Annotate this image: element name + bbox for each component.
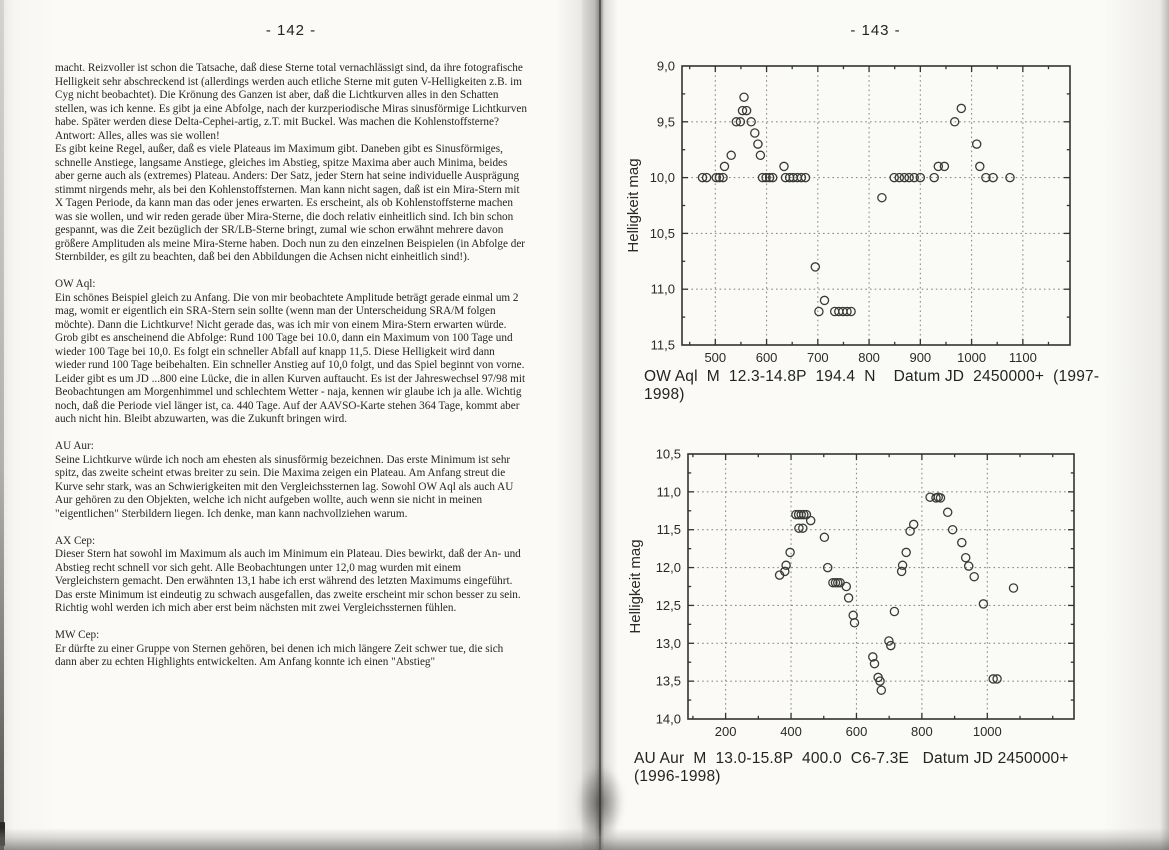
page-fold-bottom-shadow — [576, 765, 624, 840]
y-tick-label: 11,0 — [656, 484, 681, 500]
section-heading: OW Aql: — [55, 278, 96, 290]
y-tick-label: 10,5 — [649, 225, 675, 241]
data-point — [720, 162, 728, 170]
chart-canvas — [622, 442, 1092, 744]
y-tick-label: 10,5 — [655, 446, 681, 462]
data-point — [965, 562, 973, 570]
page-text — [55, 62, 527, 670]
data-point — [845, 594, 853, 602]
x-tick-label: 600 — [845, 724, 868, 739]
data-point — [958, 539, 966, 547]
x-tick-label: 800 — [858, 350, 880, 364]
y-tick-label: 12,0 — [655, 560, 681, 576]
x-tick-label: 200 — [714, 724, 737, 739]
data-point — [970, 573, 978, 581]
data-point — [842, 582, 850, 590]
data-point — [962, 554, 970, 562]
x-tick-label: 500 — [704, 350, 727, 364]
data-point — [815, 307, 823, 315]
data-point — [957, 104, 965, 112]
data-point — [820, 533, 828, 541]
chart-caption-ow-aql: OW Aql M 12.3-14.8P 194.4 N Datum JD 2450000+ (1997-1998) — [644, 368, 1100, 403]
y-tick-label: 10,0 — [649, 170, 675, 186]
data-point — [940, 162, 948, 170]
data-point — [910, 520, 918, 528]
chart-caption-au-aur: AU Aur M 13.0-15.8P 400.0 C6-7.3E Datum JD 2450000+ (1996-1998) — [634, 750, 1078, 785]
data-point — [740, 93, 748, 101]
y-tick-label: 14,0 — [655, 711, 681, 727]
data-point — [877, 686, 885, 694]
y-tick-label: 9,0 — [656, 58, 675, 74]
y-tick-label: 12,5 — [655, 597, 681, 613]
text-paragraph: Es gibt keine Regel, außer, daß es viele Plateaus im Maximum gibt. Daneben gibt es Sinusförmiges, schnelle Anstiege, langsame Anstiege, gleiches im Abstieg, spitze Maxima aber auch Minima, beides aber gerne auch als (extremes) Plateau. Anders: Der Satz, jeder Stern hat seine individuelle Ausprägung stimmt nirgends mehr, als bei den Kohlenstoffsternen. Man kann nicht sagen, daß ist ein Mira-Stern mit X Tagen Periode, da kann man das oder jenes erwarten. Es erscheint, als ob Kohlenstoffsterne machen was sie wollen, und wir reden gerade über Mira-Sterne, die doch relativ einheitlich sind. Ich bin schon gespannt, was die Zeit bezüglich der SR/LB-Sterne bringt, zumal wie schon erwähnt mehrere davon größere Amplituden als meine Mira-Sterne haben. Doch nun zu den einzelnen Beispielen (in Abfolge der Sternbilder, es gilt zu beachten, daß bei den Abbildungen die Achsen nicht einheitlich sind!). — [55, 143, 526, 263]
y-axis-title: Helligkeit mag — [625, 158, 642, 253]
data-point — [979, 600, 987, 608]
x-tick-label: 700 — [806, 350, 829, 364]
section-heading: MW Cep: — [55, 629, 100, 641]
section-heading: AU Aur: — [55, 440, 94, 452]
text-paragraph: macht. Reizvoller ist schon die Tatsache, daß diese Sterne total vernachlässigt sind, da ihre fotografische Helligkeit sehr abschreckend ist (allerdings werden auch etliche Sterne mit guten V-Helligkeiten z.B. im Cyg nicht beobachtet). Die Krönung des Ganzen ist aber, daß die Lichtkurven alles in den Schatten stellen, was ich kenne. Es gibt ja eine Abfolge, nach der kurzperiodische Miras sinusförmige Lichtkurven habe. Später werden diese Delta-Cephei-artig, z.T. mit Buckel. Was machen die Kohlenstoffsterne? Antwort: Alles, alles was sie wollen! — [55, 62, 527, 142]
x-tick-label: 1000 — [957, 350, 987, 364]
chart-canvas — [620, 52, 1090, 364]
data-point — [899, 561, 907, 569]
data-point — [878, 194, 886, 202]
left-page-number: - 142 - — [265, 22, 317, 39]
data-point — [807, 517, 815, 525]
page-fold-line — [599, 0, 601, 850]
text-paragraph: Dieser Stern hat sowohl im Maximum als auch im Minimum ein Plateau. Dies bewirkt, daß der An- und Abstieg recht schnell vor sich geht. Alle Beobachtungen unter 12,0 mag wurden mit einem Vergleichstern gemacht. Den erwähnten 13,1 habe ich erst während des letzten Maximums eingeführt. Das erste Minimum ist eindeutig zu schwach ausgefallen, das zweite erscheint mir schon besser zu sein. Richtig wohl werden ich mich aber erst beim nächsten mit zwei Vergleichssternen fühlen. — [55, 548, 521, 614]
text-paragraph: Seine Lichtkurve würde ich noch am ehesten als sinusförmig bezeichnen. Das erste Minimum ist sehr spitz, das zweite scheint etwas breiter zu sein. Die Maxima zeigen ein Plateau. Am Anfang streut die Kurve sehr stark, was an Schwierigkeiten mit den Vergleichssternen lag. Sowohl OW Aql als auch AU Aur gehören zu den Objekten, welche ich nicht aufgeben wollte, auch wenn sie nicht in meinen "eigentlichen" Sterbildern liegen. Ich denke, man kann nachvollziehen warum. — [55, 453, 514, 520]
y-tick-label: 13,0 — [655, 635, 681, 651]
data-point — [756, 151, 764, 159]
data-point — [786, 548, 794, 556]
x-tick-label: 800 — [911, 724, 933, 739]
text-paragraph: Ein schönes Beispiel gleich zu Anfang. Die von mir beobachtete Amplitude beträgt gerade einmal um 2 mag, womit er eigentlich ein SRA-Stern sein sollte (wenn man der Unterscheidung SRA/M folgen möchte). Dann die Lichtkurve! Nicht gerade das, was ich mir von einem Mira-Stern erwarten würde. Grob gibt es anscheinend die Abfolge: Rund 100 Tage bei 10.0, dann ein Maximum von 100 Tage und wieder 100 Tage bei 10,0. Es folgt ein schneller Abfall auf knapp 11,5. Diese Helligkeit wird dann wieder rund 100 Tage beibehalten. Ein schneller Anstieg auf 10,0 folgt, und das Spiel beginnt von vorne. Leider gibt es um JD ...800 eine Lücke, die in allen Kurven auftaucht. Es ist der Jahreswechsel 97/98 mit Beobachtungen am Morgenhimmel und schlechtem Wetter - naja, kennen wir glaube ich ja alle. Wichtig noch, daß die Periode viel länger ist, ca. 440 Tage. Auf der AAVSO-Karte stehen 364 Tage, kommt aber auch nicht hin. Bleibt abzuwarten, was die Zukunft bringen wird. — [55, 291, 526, 425]
section-heading: AX Cep: — [55, 534, 96, 547]
y-tick-label: 11,0 — [650, 281, 675, 297]
data-point — [890, 607, 898, 615]
x-tick-label: 1100 — [1008, 350, 1037, 364]
data-point — [751, 129, 759, 137]
data-point — [976, 162, 984, 170]
data-point — [754, 140, 762, 148]
x-tick-label: 900 — [909, 350, 932, 364]
y-axis-title: Helligkeit mag — [627, 539, 644, 634]
data-point — [820, 296, 828, 304]
left-page — [0, 0, 582, 850]
data-point — [944, 508, 952, 516]
y-tick-label: 11,5 — [656, 522, 681, 538]
x-tick-label: 400 — [780, 724, 802, 739]
data-point — [1009, 584, 1017, 592]
lightcurve-chart-ow-aql — [620, 52, 1100, 403]
data-point — [811, 263, 819, 271]
data-point — [727, 151, 735, 159]
data-point — [973, 140, 981, 148]
x-tick-label: 600 — [755, 350, 778, 364]
text-paragraph: Er dürfte zu einer Gruppe von Sternen gehören, bei denen ich mich längere Zeit schwer tue, die sich dann aber zu echten Highlights entwickelten. Am Anfang konnte ich einen "Abstieg" — [55, 642, 504, 668]
x-tick-label: 1000 — [972, 724, 1002, 739]
lightcurve-chart-au-aur — [622, 442, 1092, 787]
y-tick-label: 9,5 — [656, 114, 675, 130]
y-tick-label: 13,5 — [655, 673, 681, 689]
right-page-number: - 143 - — [850, 22, 901, 39]
data-point — [902, 548, 910, 556]
data-point — [850, 619, 858, 627]
y-tick-label: 11,5 — [650, 337, 675, 353]
scan-left-edge-mark — [0, 822, 5, 846]
data-point — [780, 162, 788, 170]
